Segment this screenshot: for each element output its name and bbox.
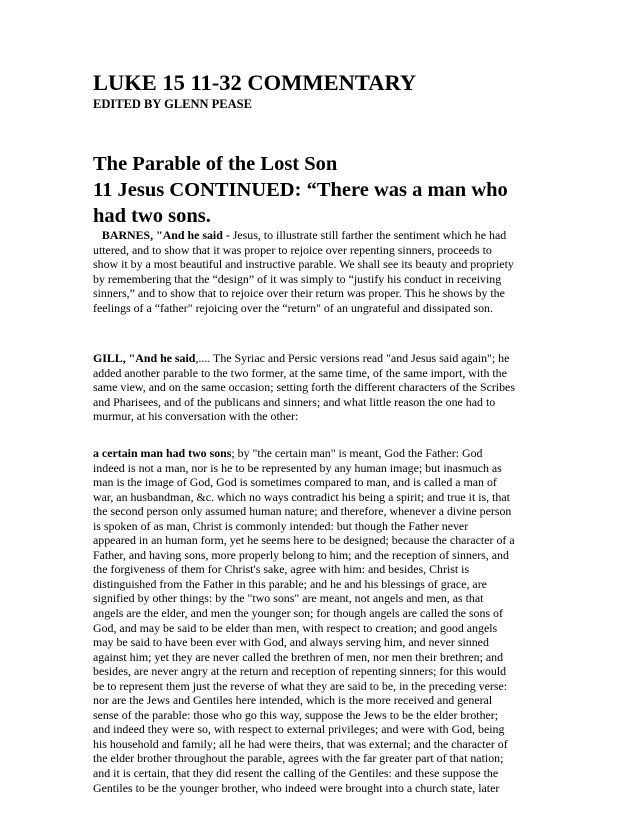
- paragraph-line: man is the image of God, God is sometimes compared to man, and is called a man of: [93, 475, 497, 490]
- barnes-commentary: [93, 228, 553, 315]
- gill-commentary: [93, 351, 553, 424]
- paragraph-line: indeed is not a man, nor is he to be represented by any human image; but inasmuch as: [93, 460, 502, 475]
- paragraph-line: show it by a most beautiful and instructive parable. We shall see its beauty and propriety: [93, 257, 514, 272]
- line-text: ; by "the certain man" is meant, God the Father: God: [231, 446, 483, 460]
- certain-man-label: a certain man had two sons: [93, 446, 232, 460]
- paragraph-line: besides, are never angry at the return and reception of repenting sinners; for this would: [93, 664, 507, 679]
- paragraph-line: [93, 228, 553, 243]
- paragraph-line: and indeed they were so, with respect to external privileges; and were with God, being: [93, 722, 505, 737]
- paragraph-line: uttered, and to show that it was proper to rejoice over repenting sinners, proceeds to: [93, 242, 492, 257]
- paragraph-line: [93, 351, 553, 366]
- line-text: ,.... The Syriac and Persic versions read "and Jesus said again"; he: [195, 351, 510, 365]
- paragraph-line: God, and may be said to be elder than men, with respect to creation; and good angels: [93, 620, 498, 635]
- heading-line: 11 Jesus CONTINUED: “There was a man who: [93, 179, 508, 201]
- paragraph-line: by remembering that the “design” of it was simply to “justify his conduct in receiving: [93, 271, 502, 286]
- editor-credit: EDITED BY GLENN PEASE: [93, 97, 252, 111]
- paragraph-line: murmur, at his conversation with the other:: [93, 409, 299, 424]
- paragraph-line: his household and family; all he had were theirs, that was external; and the character of: [93, 736, 508, 751]
- paragraph-line: and Pharisees, and of the publicans and sinners; and what little reason the one had to: [93, 394, 496, 409]
- paragraph-line: appeared in an human form, yet he seems here to be designed; because the character of a: [93, 533, 515, 548]
- gill-label: GILL, "And he said: [93, 351, 196, 365]
- paragraph-line: added another parable to the two former, at the same time, of the same import, with the: [93, 365, 507, 380]
- paragraph-line: signified by other things: by the "two sons" are meant, not angels and men, as that: [93, 591, 484, 606]
- paragraph-line: is spoken of as man, Christ is commonly intended: but though the Father never: [93, 518, 469, 533]
- paragraph-line: against him; yet they are never called the brethren of men, nor men their brethren; and: [93, 649, 504, 664]
- paragraph-line: the forgiveness of them for Christ's sake, agree with him: and besides, Christ is: [93, 562, 470, 577]
- paragraph-line: sense of the parable: those who go this way, suppose the Jews to be the elder brother;: [93, 707, 499, 722]
- paragraph-line: [93, 446, 553, 461]
- heading-line: The Parable of the Lost Son: [93, 153, 338, 175]
- paragraph-line: the second person only assumed human nature; and therefore, whenever a divine person: [93, 504, 512, 519]
- paragraph-line: the elder brother throughout the parable, agrees with the far greater part of that nation;: [93, 751, 504, 766]
- paragraph-line: nor are the Jews and Gentiles here intended, which is the more received and general: [93, 693, 493, 708]
- paragraph-line: angels are the elder, and men the younger son; for though angels are called the sons of: [93, 606, 503, 621]
- heading-line: had two sons.: [93, 205, 211, 227]
- paragraph-line: distinguished from the Father in this parable; and he and his blessings of grace, are: [93, 576, 487, 591]
- document-title: LUKE 15 11-32 COMMENTARY: [93, 70, 417, 95]
- paragraph-line: may be said to have been ever with God, and always serving him, and never sinned: [93, 635, 489, 650]
- paragraph-line: Father, and having sons, more properly belong to him; and the reception of sinners, and: [93, 547, 509, 562]
- paragraph-line: war, an husbandman, &c. which no ways contradict his being a spirit; and true it is, that: [93, 489, 510, 504]
- paragraph-line: be to represent them just the reverse of what they are said to be, in the preceding verse:: [93, 678, 508, 693]
- paragraph-line: and it is certain, that they did resent the calling of the Gentiles: and these suppose the: [93, 766, 499, 781]
- paragraph-line: feelings of a “father" rejoicing over the “return" of an ungrateful and dissipated son.: [93, 300, 493, 315]
- paragraph-line: Gentiles to be the younger brother, who indeed were brought into a church state, later: [93, 780, 500, 795]
- barnes-label: BARNES, "And he said -: [101, 228, 233, 242]
- certain-man-commentary: [93, 446, 553, 795]
- paragraph-line: same view, and on the same occasion; setting forth the different characters of the Scribes: [93, 380, 515, 395]
- paragraph-line: sinners,” and to show that to rejoice over their return was proper. This he shows by the: [93, 286, 505, 301]
- line-text: Jesus, to illustrate still farther the sentiment which he had: [232, 228, 507, 242]
- section-heading: [93, 151, 508, 229]
